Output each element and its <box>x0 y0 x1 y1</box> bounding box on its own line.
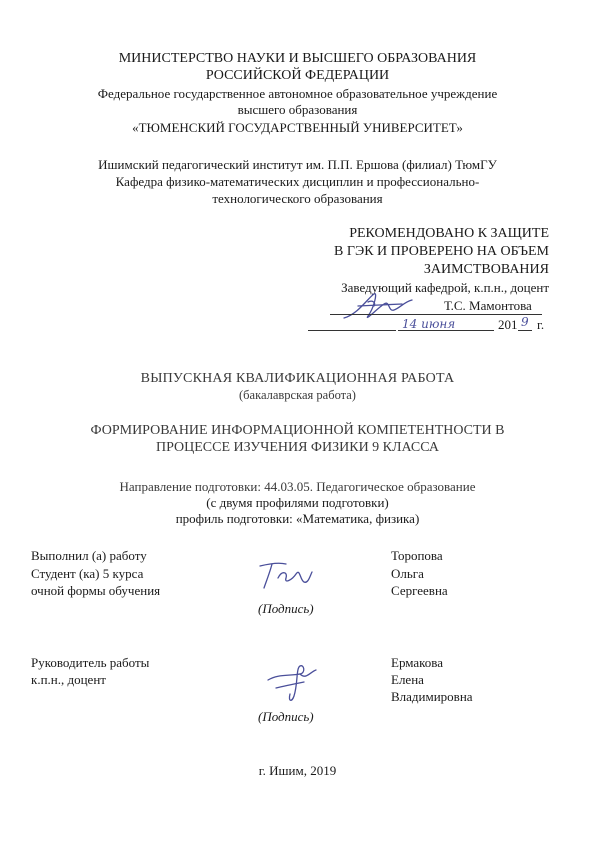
supervisor-signature-image <box>260 654 324 708</box>
approval-line-1: РЕКОМЕНДОВАНО К ЗАЩИТЕ <box>349 226 549 241</box>
student-role-line-2: Студент (ка) 5 курса <box>31 566 144 581</box>
ministry-line-2: РОССИЙСКОЙ ФЕДЕРАЦИИ <box>205 68 390 83</box>
work-title-line-2: ПРОЦЕССЕ ИЗУЧЕНИЯ ФИЗИКИ 9 КЛАССА <box>155 440 440 455</box>
head-of-department-title: Заведующий кафедрой, к.п.н., доцент <box>341 280 549 295</box>
approval-date-g: г. <box>537 317 545 332</box>
supervisor-patronymic: Владимировна <box>391 689 473 704</box>
university-name: «ТЮМЕНСКИЙ ГОСУДАРСТВЕННЫЙ УНИВЕРСИТЕТ» <box>132 120 463 135</box>
date-line-left <box>308 330 396 331</box>
head-signature-line <box>330 314 542 315</box>
department-line-2: технологического образования <box>212 191 383 206</box>
work-subtype: (бакалаврская работа) <box>239 388 356 402</box>
student-patronymic: Сергеевна <box>391 583 448 598</box>
institute-name: Ишимский педагогический институт им. П.П. Ершова (филиал) ТюмГУ <box>98 157 497 172</box>
direction-line-3: профиль подготовки: «Математика, физика) <box>175 511 420 526</box>
approval-line-3: ЗАИМСТВОВАНИЯ <box>423 262 549 277</box>
supervisor-signature-label: (Подпись) <box>258 709 314 724</box>
approval-date-year-suffix: 9 <box>521 315 529 329</box>
direction-line-2: (с двумя профилями подготовки) <box>206 495 389 510</box>
date-day-line <box>398 330 494 331</box>
student-role-line-3: очной формы обучения <box>31 583 161 598</box>
head-name: Т.С. Мамонтова <box>444 298 532 313</box>
department-line-1: Кафедра физико-математических дисциплин и профессионально- <box>115 174 480 189</box>
university-type-line-2: высшего образования <box>237 102 358 117</box>
supervisor-role-line-1: Руководитель работы <box>31 655 150 670</box>
student-surname: Торопова <box>391 548 443 563</box>
student-signature-label: (Подпись) <box>258 601 314 616</box>
supervisor-first-name: Елена <box>391 672 424 687</box>
date-year-line <box>518 330 532 331</box>
approval-date-year-prefix: 201 <box>498 317 518 332</box>
university-type-line: Федеральное государственное автономное образовательное учреждение <box>97 86 498 101</box>
approval-date-day: 14 июня <box>402 317 456 331</box>
supervisor-surname: Ермакова <box>391 655 444 670</box>
work-type: ВЫПУСКНАЯ КВАЛИФИКАЦИОННАЯ РАБОТА <box>140 371 455 386</box>
supervisor-role-line-2: к.п.н., доцент <box>31 672 106 687</box>
student-signature-image <box>254 556 318 596</box>
ministry-line-1: МИНИСТЕРСТВО НАУКИ И ВЫСШЕГО ОБРАЗОВАНИЯ <box>118 51 477 66</box>
city-year: г. Ишим, 2019 <box>258 763 337 778</box>
work-title-line-1: ФОРМИРОВАНИЕ ИНФОРМАЦИОННОЙ КОМПЕТЕНТНОСТИ В <box>90 423 505 438</box>
student-role-line-1: Выполнил (а) работу <box>31 548 147 563</box>
direction-line-1: Направление подготовки: 44.03.05. Педагогическое образование <box>119 479 476 494</box>
student-first-name: Ольга <box>391 566 424 581</box>
approval-line-2: В ГЭК И ПРОВЕРЕНО НА ОБЪЕМ <box>334 244 549 259</box>
